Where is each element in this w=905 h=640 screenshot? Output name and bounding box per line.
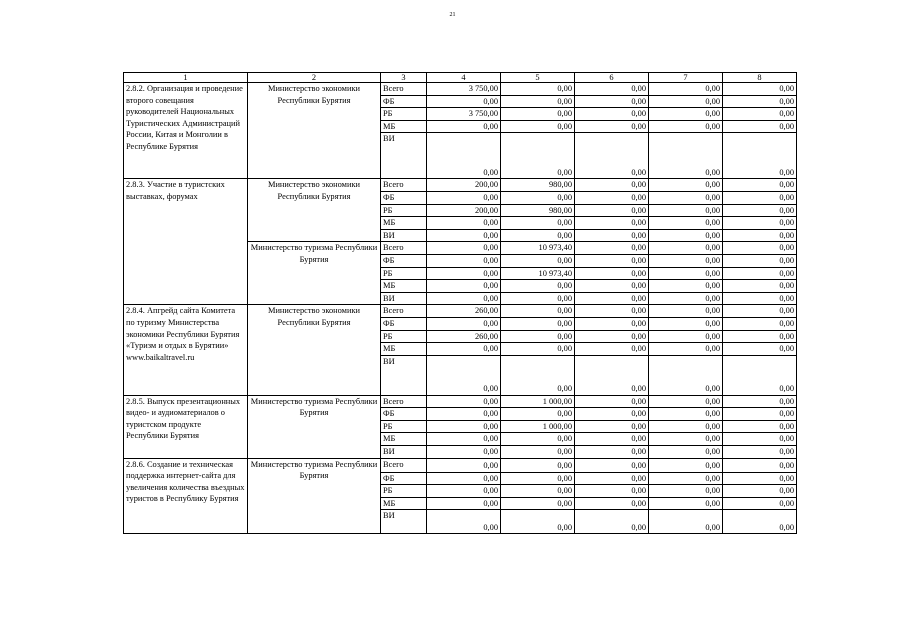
amount-cell: 0,00 [649,292,723,305]
funding-source: МБ [381,280,427,293]
amount-cell: 0,00 [427,254,501,267]
amount-cell: 0,00 [427,292,501,305]
funding-source: ВИ [381,446,427,459]
executor-name: Министерство туризма Республики Бурятия [248,458,381,534]
amount-cell: 260,00 [427,305,501,318]
amount-cell: 0,00 [501,485,575,498]
amount-cell: 0,00 [649,408,723,421]
amount-cell: 0,00 [427,217,501,230]
amount-cell: 0,00 [427,280,501,293]
amount-cell: 0,00 [649,191,723,204]
column-number: 2 [248,73,381,83]
amount-cell: 0,00 [427,458,501,472]
amount-cell: 0,00 [575,408,649,421]
amount-cell: 0,00 [575,217,649,230]
amount-cell: 0,00 [723,317,797,330]
amount-cell: 0,00 [649,242,723,255]
amount-cell: 0,00 [723,343,797,356]
amount-cell: 0,00 [575,254,649,267]
amount-cell: 0,00 [723,305,797,318]
amount-cell: 0,00 [575,355,649,395]
amount-cell: 0,00 [575,120,649,133]
amount-cell: 0,00 [501,408,575,421]
column-number: 5 [501,73,575,83]
header-row [124,73,797,83]
amount-cell: 0,00 [723,83,797,96]
amount-cell: 0,00 [575,83,649,96]
amount-cell: 0,00 [427,420,501,433]
amount-cell: 0,00 [723,179,797,192]
amount-cell: 0,00 [501,133,575,179]
funding-source: ФБ [381,317,427,330]
measure-name: 2.8.5. Выпуск презентационных видео- и аудиоматериалов о туристском продукте Республики Бурятия [124,395,248,458]
amount-cell: 0,00 [723,108,797,121]
funding-source: Всего [381,395,427,408]
funding-source: ФБ [381,254,427,267]
funding-source: РБ [381,485,427,498]
amount-cell: 0,00 [649,254,723,267]
amount-cell: 0,00 [575,242,649,255]
funding-source: ФБ [381,191,427,204]
funding-source: ФБ [381,95,427,108]
funding-source: РБ [381,330,427,343]
amount-cell: 0,00 [723,433,797,446]
amount-cell: 0,00 [649,120,723,133]
amount-cell: 0,00 [649,458,723,472]
amount-cell: 0,00 [501,83,575,96]
amount-cell: 0,00 [427,355,501,395]
amount-cell: 0,00 [649,343,723,356]
funding-source: РБ [381,267,427,280]
amount-cell: 0,00 [427,472,501,485]
amount-cell: 980,00 [501,179,575,192]
amount-cell: 0,00 [575,510,649,534]
amount-cell: 0,00 [649,485,723,498]
amount-cell: 0,00 [427,497,501,510]
amount-cell: 0,00 [575,108,649,121]
amount-cell: 0,00 [501,317,575,330]
amount-cell: 0,00 [649,446,723,459]
amount-cell: 0,00 [427,133,501,179]
amount-cell: 0,00 [723,191,797,204]
amount-cell: 0,00 [501,292,575,305]
funding-source: МБ [381,343,427,356]
amount-cell: 0,00 [501,280,575,293]
amount-cell: 0,00 [723,458,797,472]
executor-name: Министерство туризма Республики Бурятия [248,242,381,305]
funding-source: РБ [381,204,427,217]
funding-source: ВИ [381,292,427,305]
amount-cell: 0,00 [575,267,649,280]
amount-cell: 0,00 [649,497,723,510]
funding-source: МБ [381,433,427,446]
amount-cell: 10 973,40 [501,242,575,255]
executor-name: Министерство экономики Республики Бурятия [248,83,381,179]
amount-cell: 0,00 [649,472,723,485]
amount-cell: 0,00 [427,267,501,280]
amount-cell: 0,00 [723,217,797,230]
funding-source: МБ [381,217,427,230]
amount-cell: 0,00 [501,95,575,108]
amount-cell: 0,00 [575,179,649,192]
amount-cell: 980,00 [501,204,575,217]
amount-cell: 0,00 [575,485,649,498]
amount-cell: 0,00 [575,280,649,293]
funding-source: ВИ [381,133,427,179]
amount-cell: 0,00 [723,95,797,108]
amount-cell: 0,00 [723,330,797,343]
funding-source: ФБ [381,472,427,485]
amount-cell: 0,00 [501,343,575,356]
amount-cell: 0,00 [427,343,501,356]
amount-cell: 0,00 [723,204,797,217]
funding-source: РБ [381,420,427,433]
column-number: 6 [575,73,649,83]
table-row [124,458,797,472]
amount-cell: 0,00 [723,242,797,255]
funding-source: Всего [381,179,427,192]
amount-cell: 0,00 [575,343,649,356]
amount-cell: 10 973,40 [501,267,575,280]
table-body [124,73,797,534]
amount-cell: 0,00 [427,408,501,421]
amount-cell: 200,00 [427,179,501,192]
amount-cell: 0,00 [575,95,649,108]
budget-table [123,72,797,534]
column-number: 7 [649,73,723,83]
amount-cell: 0,00 [649,267,723,280]
amount-cell: 0,00 [575,204,649,217]
funding-source: ВИ [381,510,427,534]
funding-source: ФБ [381,408,427,421]
amount-cell: 0,00 [723,420,797,433]
amount-cell: 0,00 [649,229,723,242]
column-number: 4 [427,73,501,83]
funding-source: ВИ [381,229,427,242]
measure-name: 2.8.2. Организация и проведение второго совещания руководителей Национальных Туристических Администраций России, Китая и Монголии в Республике Бурятия [124,83,248,179]
amount-cell: 0,00 [649,133,723,179]
amount-cell: 0,00 [575,317,649,330]
funding-source: РБ [381,108,427,121]
amount-cell: 0,00 [427,95,501,108]
amount-cell: 0,00 [427,191,501,204]
funding-source: Всего [381,83,427,96]
amount-cell: 0,00 [723,254,797,267]
amount-cell: 0,00 [649,95,723,108]
funding-source: ВИ [381,355,427,395]
amount-cell: 0,00 [723,472,797,485]
amount-cell: 0,00 [501,108,575,121]
amount-cell: 0,00 [723,267,797,280]
amount-cell: 0,00 [427,395,501,408]
amount-cell: 0,00 [575,420,649,433]
amount-cell: 0,00 [501,510,575,534]
amount-cell: 0,00 [501,472,575,485]
page-number: 21 [449,12,456,18]
amount-cell: 3 750,00 [427,83,501,96]
amount-cell: 0,00 [649,108,723,121]
executor-name: Министерство туризма Республики Бурятия [248,395,381,458]
amount-cell: 0,00 [723,133,797,179]
amount-cell: 0,00 [723,497,797,510]
executor-name: Министерство экономики Республики Бурятия [248,305,381,395]
amount-cell: 0,00 [501,330,575,343]
amount-cell: 0,00 [427,317,501,330]
amount-cell: 0,00 [649,305,723,318]
amount-cell: 0,00 [649,395,723,408]
amount-cell: 0,00 [723,395,797,408]
amount-cell: 0,00 [723,446,797,459]
amount-cell: 0,00 [575,305,649,318]
table-row [124,83,797,96]
executor-name: Министерство экономики Республики Бурятия [248,179,381,242]
amount-cell: 0,00 [501,458,575,472]
measure-name: 2.8.3. Участие в туристских выставках, форумах [124,179,248,305]
amount-cell: 0,00 [427,433,501,446]
funding-source: Всего [381,305,427,318]
table-row [124,395,797,408]
amount-cell: 0,00 [723,485,797,498]
measure-name: 2.8.6. Создание и техническая поддержка интернет-сайта для увеличения количества въездных туристов в Республику Бурятия [124,458,248,534]
amount-cell: 0,00 [427,242,501,255]
amount-cell: 0,00 [501,305,575,318]
amount-cell: 0,00 [575,497,649,510]
amount-cell: 0,00 [649,204,723,217]
amount-cell: 0,00 [575,472,649,485]
amount-cell: 0,00 [649,179,723,192]
amount-cell: 1 000,00 [501,420,575,433]
amount-cell: 0,00 [575,292,649,305]
amount-cell: 0,00 [649,355,723,395]
amount-cell: 0,00 [501,355,575,395]
amount-cell: 0,00 [649,280,723,293]
funding-source: МБ [381,120,427,133]
amount-cell: 0,00 [723,280,797,293]
amount-cell: 0,00 [501,217,575,230]
funding-source: МБ [381,497,427,510]
amount-cell: 0,00 [649,83,723,96]
amount-cell: 0,00 [649,317,723,330]
amount-cell: 0,00 [723,510,797,534]
amount-cell: 260,00 [427,330,501,343]
amount-cell: 0,00 [649,217,723,230]
amount-cell: 0,00 [427,446,501,459]
amount-cell: 1 000,00 [501,395,575,408]
amount-cell: 0,00 [723,408,797,421]
amount-cell: 0,00 [501,446,575,459]
amount-cell: 0,00 [501,229,575,242]
column-number: 8 [723,73,797,83]
amount-cell: 0,00 [649,420,723,433]
table-row [124,179,797,192]
amount-cell: 0,00 [575,395,649,408]
amount-cell: 0,00 [575,191,649,204]
amount-cell: 200,00 [427,204,501,217]
amount-cell: 0,00 [723,229,797,242]
amount-cell: 0,00 [501,120,575,133]
amount-cell: 0,00 [649,330,723,343]
amount-cell: 0,00 [575,458,649,472]
amount-cell: 0,00 [723,355,797,395]
amount-cell: 0,00 [427,120,501,133]
funding-source: Всего [381,458,427,472]
amount-cell: 0,00 [575,133,649,179]
amount-cell: 3 750,00 [427,108,501,121]
amount-cell: 0,00 [427,229,501,242]
amount-cell: 0,00 [575,330,649,343]
funding-source: Всего [381,242,427,255]
amount-cell: 0,00 [723,120,797,133]
amount-cell: 0,00 [501,497,575,510]
amount-cell: 0,00 [575,433,649,446]
column-number: 3 [381,73,427,83]
amount-cell: 0,00 [501,433,575,446]
column-number: 1 [124,73,248,83]
amount-cell: 0,00 [575,229,649,242]
amount-cell: 0,00 [501,191,575,204]
amount-cell: 0,00 [427,485,501,498]
amount-cell: 0,00 [575,446,649,459]
amount-cell: 0,00 [501,254,575,267]
amount-cell: 0,00 [723,292,797,305]
table-row [124,305,797,318]
measure-name: 2.8.4. Апгрейд сайта Комитета по туризму Министерства экономики Республики Бурятия «Туризм и отдых в Бурятии» www.baikaltravel.ru [124,305,248,395]
amount-cell: 0,00 [649,433,723,446]
amount-cell: 0,00 [427,510,501,534]
amount-cell: 0,00 [649,510,723,534]
